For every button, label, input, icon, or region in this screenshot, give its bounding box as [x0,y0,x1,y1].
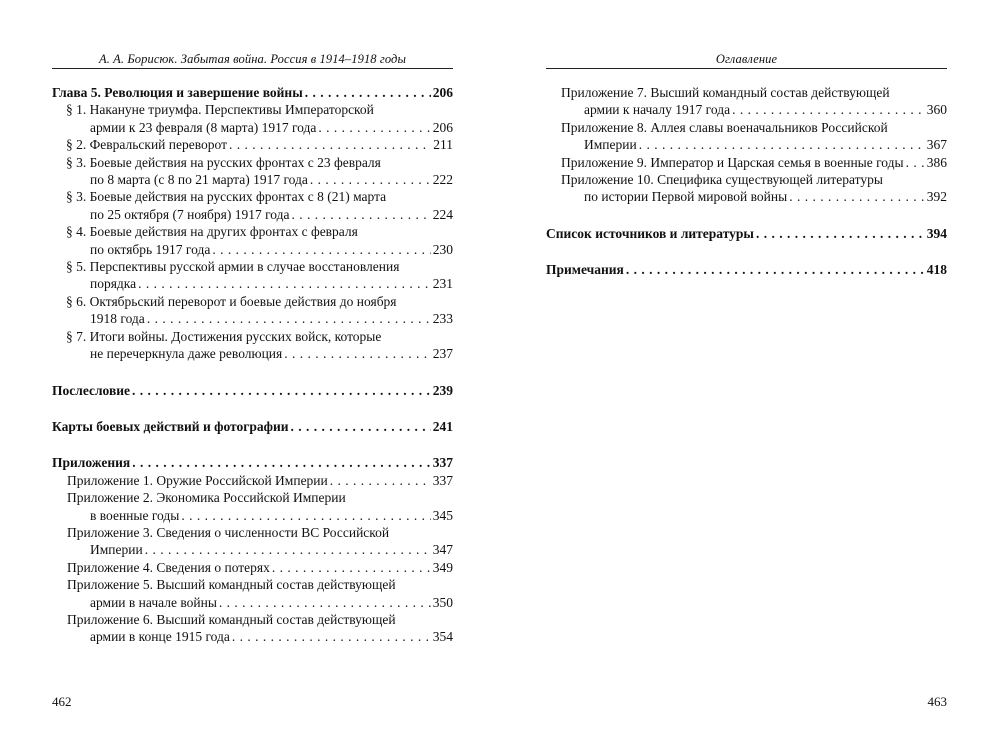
toc-entry-page: 354 [432,629,453,645]
toc-entry-page: 237 [432,346,453,362]
toc-entry-text: по истории Первой мировой войны [584,189,788,205]
toc-entry-page: 222 [432,172,453,188]
toc-entry-page: 386 [926,154,947,170]
toc-appendix[interactable] [52,472,453,489]
toc-appendix[interactable] [52,611,453,646]
toc-section[interactable] [52,154,453,189]
toc-entry-text: Приложение 10. Специфика существующей литературы [561,172,883,188]
toc-appendix[interactable] [546,84,947,119]
toc-entry-text: армии в начале войны [90,594,217,610]
dot-leader [310,171,431,188]
toc-entry-text: Приложение 8. Аллея славы военачальников Российской [561,119,888,135]
right-page [546,0,947,750]
page-number-right: 463 [927,694,947,709]
toc-entry-page: 239 [432,382,453,398]
toc-entry-page: 224 [432,206,453,222]
toc-appendix[interactable] [546,171,947,206]
dot-leader [732,101,925,118]
toc-sections [52,101,453,362]
toc-entry-text: Приложение 4. Сведения о потерях [67,559,270,575]
toc-entry-text: армии к 23 февраля (8 марта) 1917 года [90,119,317,135]
running-head-right: Оглавление [715,52,778,66]
dot-leader [626,261,925,278]
toc-appendix[interactable] [52,489,453,524]
dot-leader [145,541,431,558]
dot-leader [132,454,431,471]
toc-appendix[interactable] [52,524,453,559]
toc-section[interactable] [52,136,453,153]
toc-entry-text: Приложение 3. Сведения о численности ВС Российской [67,524,390,540]
toc-entry-text: не перечеркнула даже революция [90,346,283,362]
toc-section[interactable] [52,328,453,363]
dot-leader [272,559,431,576]
toc-entry-text: 1918 года [90,311,145,327]
toc-entry-page: 241 [432,418,453,434]
toc-left [52,84,453,646]
toc-entry-text: армии в конце 1915 года [90,629,230,645]
dot-leader [789,188,925,205]
toc-entry-text: § 6. Октябрьский переворот и боевые действия до ноября [66,293,397,309]
dot-leader [906,154,925,171]
toc-entry-page: 350 [432,594,453,610]
toc-entry-page: 231 [432,276,453,292]
toc-entry-page: 206 [432,119,453,135]
dot-leader [181,507,430,524]
toc-entry-page: 394 [926,225,947,241]
toc-entry-text: Империи [90,542,143,558]
toc-appendices[interactable] [52,454,453,471]
dot-leader [138,275,431,292]
running-head-left: А. А. Борисюк. Забытая война. Россия в 1914–1918 годы [98,52,407,66]
dot-leader [212,241,430,258]
toc-entry-text: по 25 октября (7 ноября) 1917 года [90,206,290,222]
toc-right [546,84,947,279]
toc-section[interactable] [52,258,453,293]
toc-entry-page: 337 [432,455,453,471]
page-number-left: 462 [52,694,72,709]
toc-entry-page: 347 [432,542,453,558]
toc-entry-text: порядка [90,276,137,292]
toc-appendix[interactable] [52,576,453,611]
toc-entry-page: 233 [432,311,453,327]
toc-section[interactable] [52,101,453,136]
toc-entry-title: Приложения [52,455,131,471]
toc-entry-text: армии к началу 1917 года [584,102,731,118]
toc-appendix-items [546,84,947,206]
toc-entry-text: § 3. Боевые действия на русских фронтах с 23 февраля [66,154,381,170]
toc-entry-title: Примечания [546,262,624,278]
toc-section[interactable] [52,293,453,328]
toc-entry-text: Приложение 7. Высший командный состав действующей [561,85,890,100]
dot-leader [292,206,431,223]
toc-entry-page: 206 [432,85,453,100]
toc-sources[interactable] [546,225,947,242]
toc-entry-text: Приложение 1. Оружие Российской Империи [67,472,328,488]
dot-leader [305,84,431,101]
toc-entry-text: § 3. Боевые действия на русских фронтах с 8 (21) марта [66,189,387,205]
toc-entry-text: по октябрь 1917 года [90,241,211,257]
toc-afterword[interactable] [52,382,453,399]
toc-entry-text: Приложение 2. Экономика Российской Империи [67,490,346,506]
dot-leader [219,594,431,611]
toc-entry-page: 392 [926,189,947,205]
toc-entry-page: 418 [926,262,947,278]
toc-entry-page: 211 [433,137,453,153]
toc-section[interactable] [52,188,453,223]
dot-leader [229,136,431,153]
dot-leader [147,310,431,327]
dot-leader [318,119,430,136]
toc-entry-title: Список источников и литературы [546,225,754,241]
dot-leader [284,345,431,362]
toc-entry-text: в военные годы [90,507,180,523]
toc-entry-text: § 1. Накануне триумфа. Перспективы Императорской [66,102,374,118]
header-rule-right [546,68,947,69]
toc-entry-page: 360 [926,102,947,118]
toc-entry-text: Приложение 5. Высший командный состав действующей [67,577,396,593]
toc-appendix[interactable] [52,559,453,576]
toc-entry-page: 367 [926,137,947,153]
dot-leader [639,136,925,153]
toc-chapter-5[interactable] [52,84,453,101]
toc-entry-text: § 4. Боевые действия на других фронтах с февраля [66,224,358,240]
toc-appendix[interactable] [546,154,947,171]
toc-maps[interactable] [52,418,453,435]
toc-appendix[interactable] [546,119,947,154]
left-page [52,0,453,750]
toc-notes[interactable] [546,261,947,278]
toc-entry-text: по 8 марта (с 8 по 21 марта) 1917 года [90,172,308,188]
dot-leader [291,418,431,435]
toc-entry-title: Карты боевых действий и фотографии [52,418,289,434]
header-rule-left [52,68,453,69]
toc-entry-text: § 7. Итоги войны. Достижения русских войск, которые [66,328,382,344]
toc-entry-page: 349 [432,559,453,575]
toc-section[interactable] [52,223,453,258]
toc-entry-page: 230 [432,241,453,257]
toc-entry-text: § 5. Перспективы русской армии в случае восстановления [66,259,400,275]
toc-entry-page: 345 [432,507,453,523]
dot-leader [132,382,431,399]
toc-entry-title: Послесловие [52,382,131,398]
toc-entry-text: Приложение 9. Император и Царская семья в военные годы [561,154,904,170]
toc-appendix-items [52,472,453,646]
dot-leader [232,628,431,645]
toc-entry-text: Приложение 6. Высший командный состав действующей [67,611,396,627]
dot-leader [756,225,925,242]
dot-leader [330,472,431,489]
toc-entry-title: Глава 5. Революция и завершение войны [52,85,303,100]
toc-entry-text: Империи [584,137,637,153]
toc-entry-page: 337 [432,472,453,488]
toc-entry-text: § 2. Февральский переворот [66,137,227,153]
